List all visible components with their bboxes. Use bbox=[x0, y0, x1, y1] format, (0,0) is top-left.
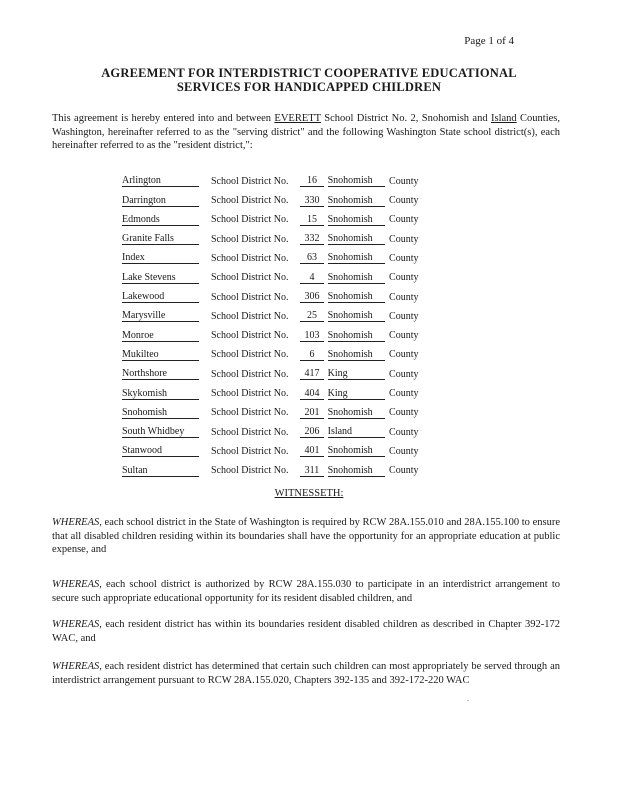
district-row bbox=[122, 360, 442, 379]
district-name: Index bbox=[122, 245, 199, 264]
school-district-no-label: School District No. bbox=[211, 291, 289, 303]
county-label: County bbox=[389, 252, 419, 264]
county-name: Snohomish bbox=[328, 225, 385, 244]
whereas-text: each resident district has determined that certain such children can most appropriately be served through an interdistrict arrangement pursuant to RCW 28A.155.020, Chapters 392-135 and 392-172-220 WAC bbox=[52, 661, 560, 686]
county-name: Snohomish bbox=[328, 168, 385, 187]
county-name: Snohomish bbox=[328, 457, 385, 476]
district-number: 404 bbox=[300, 380, 324, 399]
district-number: 15 bbox=[300, 206, 324, 225]
district-name: Arlington bbox=[122, 168, 199, 187]
county-name: Snohomish bbox=[328, 303, 385, 322]
district-name: Darrington bbox=[122, 187, 199, 206]
county-label: County bbox=[389, 291, 419, 303]
county-label: County bbox=[389, 349, 419, 361]
district-number: 330 bbox=[300, 187, 324, 206]
district-name: Lake Stevens bbox=[122, 264, 199, 283]
school-district-no-label: School District No. bbox=[211, 310, 289, 322]
county-name: Snohomish bbox=[328, 206, 385, 225]
island-county: Island bbox=[490, 113, 517, 124]
county-name: Island bbox=[328, 418, 385, 437]
district-number: 103 bbox=[300, 322, 324, 341]
whereas-paragraph-4 bbox=[52, 660, 560, 687]
district-number: 206 bbox=[300, 418, 324, 437]
county-name: King bbox=[328, 380, 385, 399]
county-label: County bbox=[389, 310, 419, 322]
whereas-text: each resident district has within its boundaries resident disabled children as described in Chapter 392-172 WAC, and bbox=[52, 619, 560, 644]
county-label: County bbox=[389, 175, 419, 187]
district-number: 4 bbox=[300, 264, 324, 283]
school-district-no-label: School District No. bbox=[211, 388, 289, 400]
district-name: Marysville bbox=[122, 303, 199, 322]
district-number: 401 bbox=[300, 438, 324, 457]
school-district-no-label: School District No. bbox=[211, 368, 289, 380]
whereas-text: each school district in the State of Washington is required by RCW 28A.155.010 and 28A.155.100 to ensure that all disabled children residing within its boundaries shall have the opportunity for an appropriate education at public expense, and bbox=[52, 517, 560, 555]
resident-district-table bbox=[122, 168, 442, 477]
title-line-1: AGREEMENT FOR INTERDISTRICT COOPERATIVE EDUCATIONAL bbox=[101, 66, 517, 80]
title-line-2: SERVICES FOR HANDICAPPED CHILDREN bbox=[176, 80, 442, 94]
district-row bbox=[122, 380, 442, 399]
serving-district-name: EVERETT bbox=[274, 113, 321, 124]
county-label: County bbox=[389, 426, 419, 438]
district-name: Stanwood bbox=[122, 438, 199, 457]
district-row bbox=[122, 438, 442, 457]
county-name: King bbox=[328, 360, 385, 379]
school-district-no-label: School District No. bbox=[211, 407, 289, 419]
county-label: County bbox=[389, 407, 419, 419]
county-label: County bbox=[389, 368, 419, 380]
whereas-label: WHEREAS, bbox=[52, 579, 102, 590]
whereas-label: WHEREAS, bbox=[52, 517, 102, 528]
district-name: Mukilteo bbox=[122, 341, 199, 360]
county-name: Snohomish bbox=[328, 264, 385, 283]
county-label: County bbox=[389, 445, 419, 457]
county-name: Snohomish bbox=[328, 245, 385, 264]
whereas-paragraph-1 bbox=[52, 516, 560, 557]
page-number: Page 1 of 4 bbox=[464, 35, 514, 47]
school-district-no-label: School District No. bbox=[211, 426, 289, 438]
district-row bbox=[122, 206, 442, 225]
district-number: 417 bbox=[300, 360, 324, 379]
county-label: County bbox=[389, 330, 419, 342]
district-name: Sultan bbox=[122, 457, 199, 476]
county-name: Snohomish bbox=[328, 438, 385, 457]
district-number: 63 bbox=[300, 245, 324, 264]
county-label: County bbox=[389, 465, 419, 477]
witnesseth-heading: WITNESSETH: bbox=[274, 488, 344, 499]
district-name: Edmonds bbox=[122, 206, 199, 225]
district-name: Snohomish bbox=[122, 399, 199, 418]
county-label: County bbox=[389, 195, 419, 207]
intro-part-3: Counties, Washington, hereinafter referred to as the "serving district" and the following Washington State school district(s), each hereinafter referred to as the "resident district,": bbox=[52, 113, 560, 151]
district-number: 311 bbox=[300, 457, 324, 476]
school-district-no-label: School District No. bbox=[211, 252, 289, 264]
district-number: 6 bbox=[300, 341, 324, 360]
district-row bbox=[122, 187, 442, 206]
district-row bbox=[122, 303, 442, 322]
whereas-paragraph-3 bbox=[52, 618, 560, 645]
district-number: 306 bbox=[300, 283, 324, 302]
county-name: Snohomish bbox=[328, 187, 385, 206]
district-number: 201 bbox=[300, 399, 324, 418]
district-number: 25 bbox=[300, 303, 324, 322]
district-name: Lakewood bbox=[122, 283, 199, 302]
district-number: 16 bbox=[300, 168, 324, 187]
district-row bbox=[122, 322, 442, 341]
county-label: County bbox=[389, 388, 419, 400]
county-name: Snohomish bbox=[328, 283, 385, 302]
intro-paragraph bbox=[52, 112, 560, 153]
district-row bbox=[122, 225, 442, 244]
district-row bbox=[122, 283, 442, 302]
district-row bbox=[122, 264, 442, 283]
county-name: Snohomish bbox=[328, 341, 385, 360]
school-district-no-label: School District No. bbox=[211, 214, 289, 226]
school-district-no-label: School District No. bbox=[211, 175, 289, 187]
district-name: Northshore bbox=[122, 360, 199, 379]
school-district-no-label: School District No. bbox=[211, 330, 289, 342]
county-label: County bbox=[389, 272, 419, 284]
school-district-no-label: School District No. bbox=[211, 233, 289, 245]
district-name: Monroe bbox=[122, 322, 199, 341]
whereas-label: WHEREAS, bbox=[52, 619, 102, 630]
district-name: Skykomish bbox=[122, 380, 199, 399]
district-row bbox=[122, 168, 442, 187]
intro-part-1: This agreement is hereby entered into and between bbox=[52, 113, 275, 124]
whereas-text: each school district is authorized by RCW 28A.155.030 to participate in an interdistrict arrangement to secure such appropriate educational opportunity for its resident disabled children, and bbox=[52, 579, 560, 604]
district-row bbox=[122, 399, 442, 418]
document-title bbox=[40, 66, 578, 94]
county-name: Snohomish bbox=[328, 399, 385, 418]
district-row bbox=[122, 418, 442, 437]
district-row bbox=[122, 457, 442, 476]
school-district-no-label: School District No. bbox=[211, 195, 289, 207]
intro-part-2: School District No. 2, Snohomish and bbox=[320, 113, 491, 124]
school-district-no-label: School District No. bbox=[211, 465, 289, 477]
stray-mark: . bbox=[467, 694, 469, 703]
school-district-no-label: School District No. bbox=[211, 272, 289, 284]
school-district-no-label: School District No. bbox=[211, 445, 289, 457]
county-name: Snohomish bbox=[328, 322, 385, 341]
district-number: 332 bbox=[300, 225, 324, 244]
district-name: South Whidbey bbox=[122, 418, 199, 437]
district-row bbox=[122, 341, 442, 360]
school-district-no-label: School District No. bbox=[211, 349, 289, 361]
district-name: Granite Falls bbox=[122, 225, 199, 244]
county-label: County bbox=[389, 214, 419, 226]
district-row bbox=[122, 245, 442, 264]
county-label: County bbox=[389, 233, 419, 245]
whereas-label: WHEREAS, bbox=[52, 661, 102, 672]
whereas-paragraph-2 bbox=[52, 578, 560, 605]
